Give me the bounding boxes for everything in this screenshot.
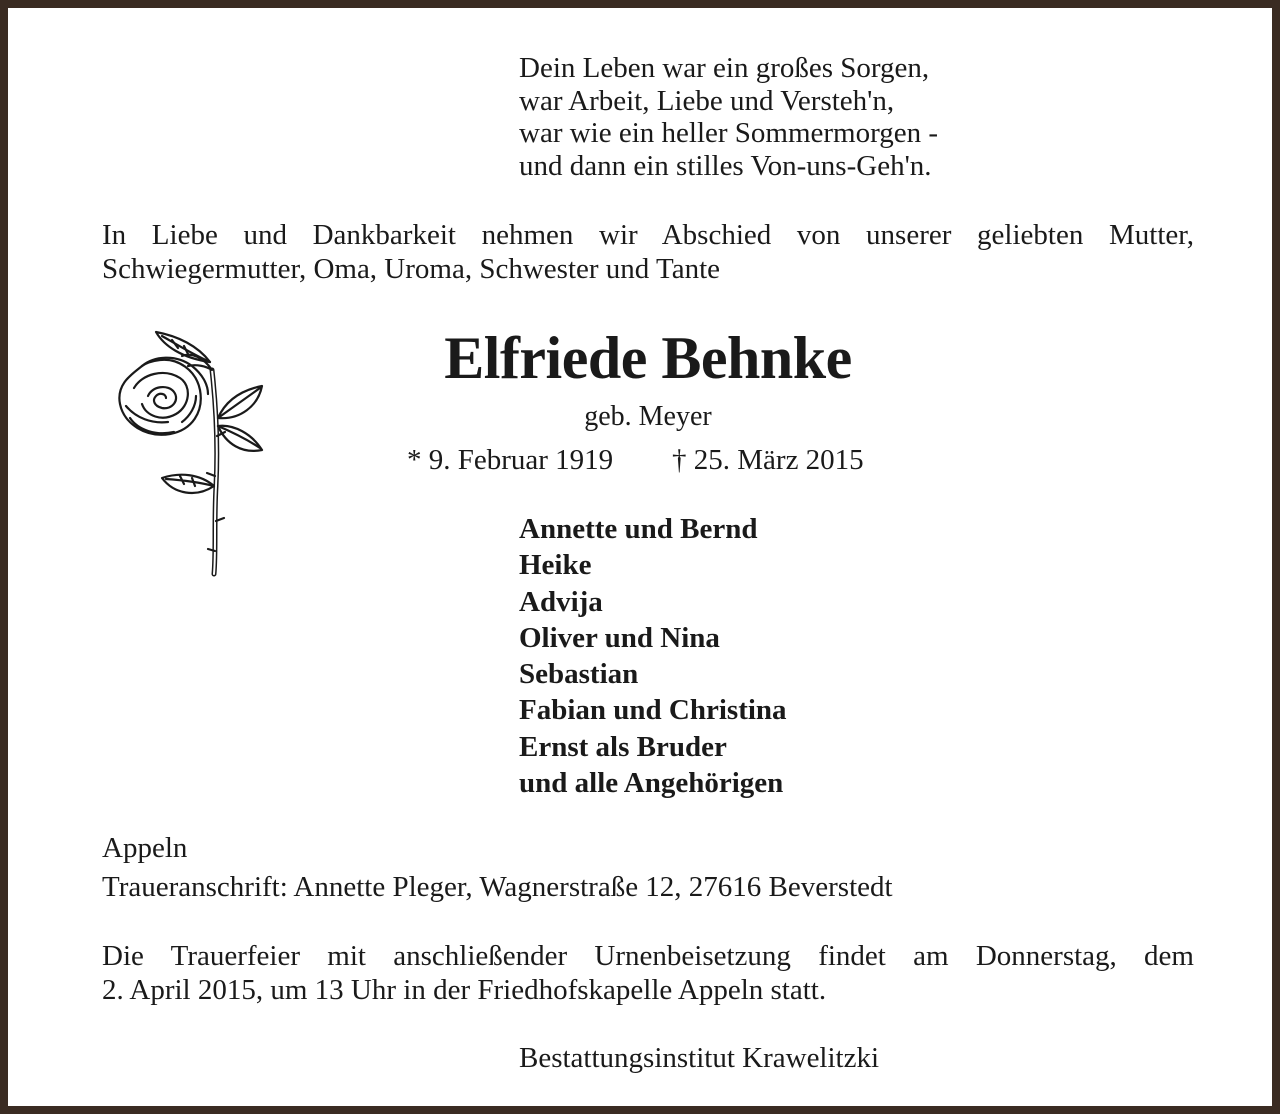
poem-line: Dein Leben war ein großes Sorgen,: [519, 52, 930, 84]
mourner-entry: Annette und Bernd: [519, 513, 758, 545]
undertaker-name: Bestattungsinstitut Krawelitzki: [519, 1042, 880, 1074]
poem-line: und dann ein stilles Von-uns-Geh'n.: [519, 149, 932, 182]
intro-line: In Liebe und Dankbarkeit nehmen wir Abschied von unserer geliebten Mutter,: [102, 219, 1194, 251]
mourners-list: [519, 511, 787, 801]
ceremony-line: Die Trauerfeier mit anschließender Urnenbeisetzung findet am Donnerstag, dem: [102, 940, 1194, 972]
birth-date: * 9. Februar 1919: [407, 444, 614, 476]
place-name: Appeln: [102, 832, 188, 864]
ceremony-info: [102, 939, 1194, 1007]
rose-icon: [112, 326, 272, 578]
mourning-address: Traueranschrift: Annette Pleger, Wagnerstraße 12, 27616 Beverstedt: [102, 871, 893, 903]
poem-line: war Arbeit, Liebe und Versteh'n,: [519, 84, 895, 117]
poem: [519, 52, 938, 182]
mourner-entry: Sebastian: [519, 658, 639, 691]
mourner-entry: Ernst als Bruder: [519, 730, 727, 763]
intro-text: [102, 218, 1194, 286]
deceased-name: Elfriede Behnke: [444, 325, 852, 391]
mourner-entry: Heike: [519, 549, 592, 582]
poem-line: war wie ein heller Sommermorgen -: [519, 117, 939, 149]
ceremony-line: 2. April 2015, um 13 Uhr in der Friedhofskapelle Appeln statt.: [102, 974, 827, 1006]
mourner-entry: Oliver und Nina: [519, 621, 720, 654]
maiden-name: geb. Meyer: [584, 401, 712, 432]
mourner-entry: Fabian und Christina: [519, 694, 787, 727]
mourner-entry: und alle Angehörigen: [519, 767, 784, 800]
death-date: † 25. März 2015: [672, 444, 864, 476]
mourner-entry: Advija: [519, 585, 603, 618]
intro-line: Schwiegermutter, Oma, Uroma, Schwester und Tante: [102, 253, 720, 285]
